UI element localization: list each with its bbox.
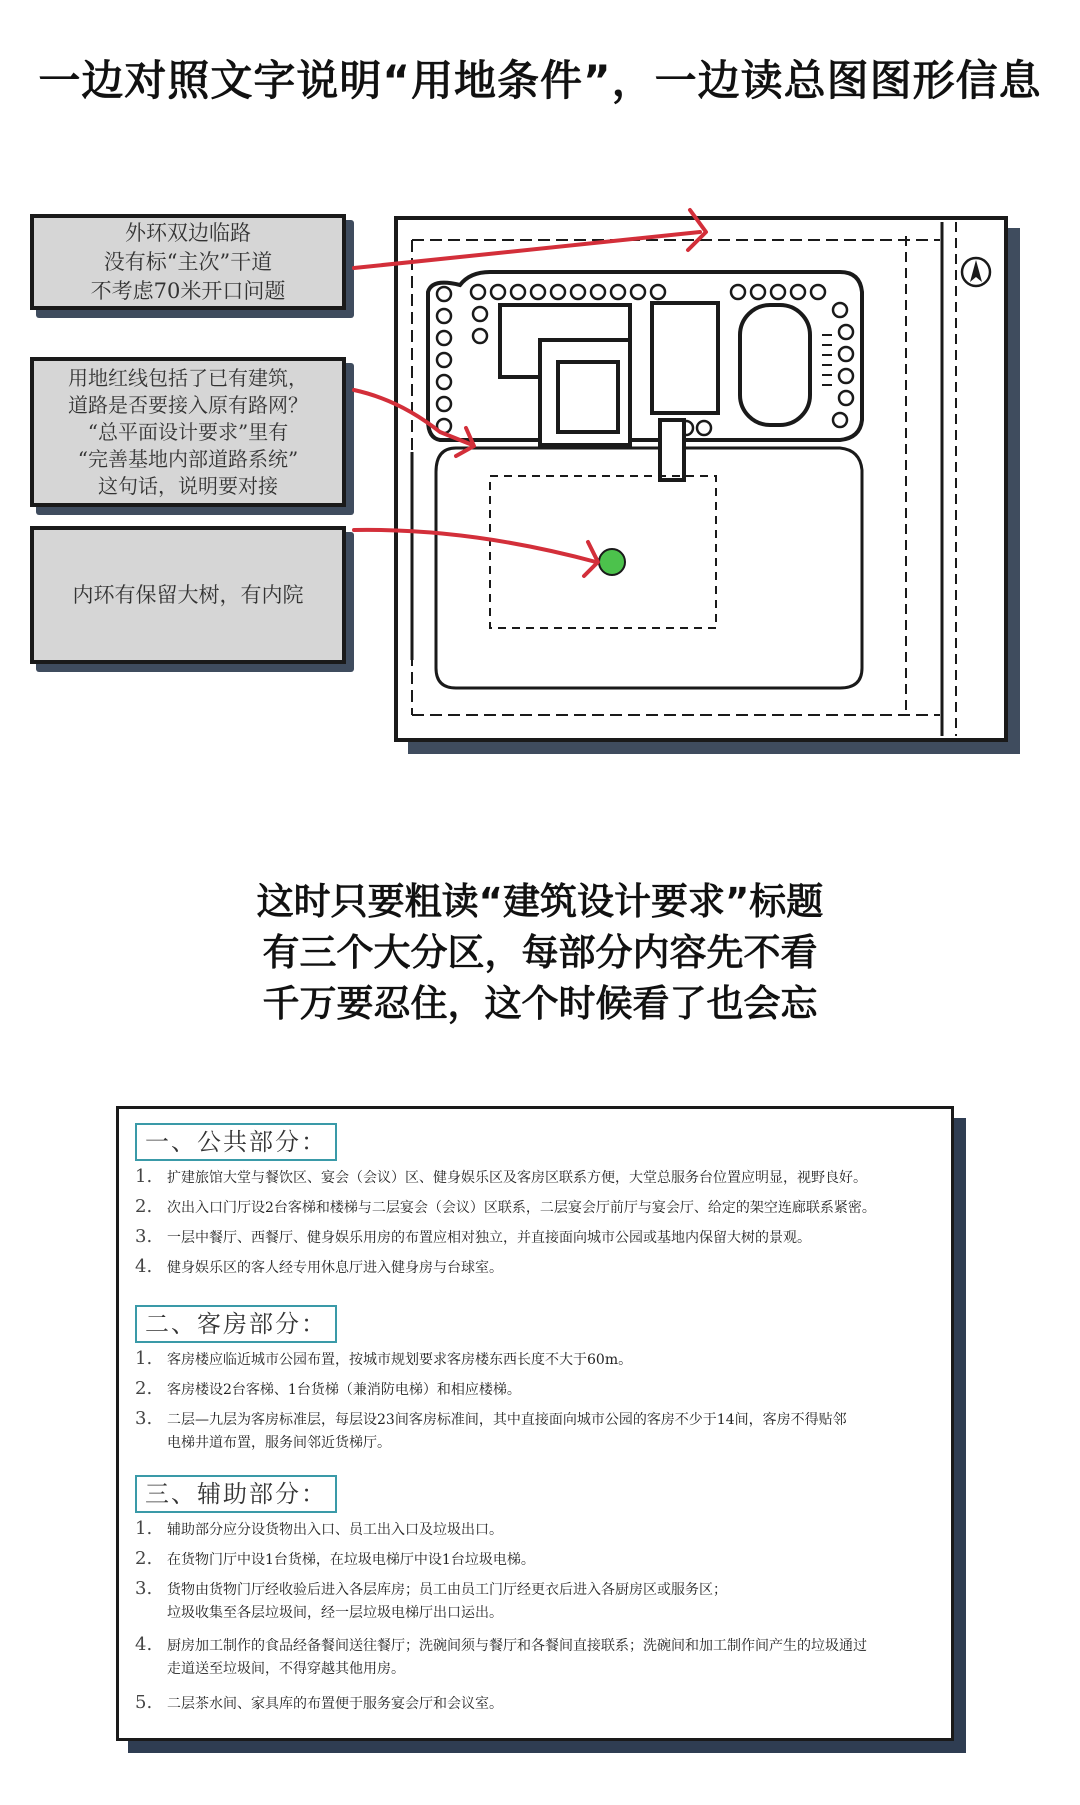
list-item: 1. 扩建旅馆大堂与餐饮区、宴会（会议）区、健身娱乐区及客房区联系方便，大堂总服务台位置应明显，视野良好。	[135, 1166, 867, 1187]
list-item: 3. 货物由货物门厅经收验后进入各层库房；员工由员工门厅经更衣后进入各厨房区或服务区；	[135, 1578, 727, 1599]
list-item-continuation: 电梯井道布置，服务间邻近货梯厅。	[167, 1435, 391, 1451]
callout-line: 不考虑70米开口问题	[90, 278, 286, 303]
middle-line-3: 千万要忍住，这个时候看了也会忘	[262, 982, 818, 1025]
list-item: 2. 客房楼设2台客梯、1台货梯（兼消防电梯）和相应楼梯。	[135, 1378, 521, 1399]
section-title-public: 一、公共部分：	[135, 1123, 337, 1161]
list-item: 3. 一层中餐厅、西餐厅、健身娱乐用房的布置应相对独立，并直接面向城市公园或基地内保留大树的景观。	[135, 1226, 811, 1247]
callout-line: 这句话，说明要对接	[98, 473, 278, 498]
middle-line-1: 这时只要粗读“建筑设计要求”标题	[256, 880, 824, 923]
list-item: 4. 厨房加工制作的食品经备餐间送往餐厅；洗碗间须与餐厅和各餐间直接联系；洗碗间和加工制作间产生的垃圾通过	[135, 1634, 867, 1655]
list-item: 2. 次出入口门厅设2台客梯和楼梯与二层宴会（会议）区联系，二层宴会厅前厅与宴会厅、给定的架空连廊联系紧密。	[135, 1196, 876, 1217]
callout-line: “完善基地内部道路系统”	[77, 446, 299, 471]
list-item-continuation: 走道送至垃圾间，不得穿越其他用房。	[167, 1661, 405, 1677]
design-requirements-document	[116, 1106, 954, 1741]
middle-text	[0, 876, 1080, 1029]
callout-line: 没有标“主次”干道	[103, 249, 273, 274]
callout-line: 内环有保留大树，有内院	[72, 582, 304, 607]
list-item-continuation: 垃圾收集至各层垃圾间，经一层垃圾电梯厅出口运出。	[167, 1605, 503, 1621]
site-plan-frame	[396, 218, 1006, 740]
section-title-auxiliary: 三、辅助部分：	[135, 1475, 337, 1513]
list-item: 1. 辅助部分应分设货物出入口、员工出入口及垃圾出口。	[135, 1518, 503, 1539]
list-item: 2. 在货物门厅中设1台货梯，在垃圾电梯厅中设1台垃圾电梯。	[135, 1548, 535, 1569]
section-title-guestrooms: 二、客房部分：	[135, 1305, 337, 1343]
callout-line: “总平面设计要求”里有	[87, 419, 289, 444]
connector	[660, 420, 684, 480]
tree-icon	[599, 549, 625, 575]
north-arrow-icon	[962, 258, 990, 286]
list-item: 1. 客房楼应临近城市公园布置，按城市规划要求客房楼东西长度不大于60m。	[135, 1348, 633, 1369]
building-block	[652, 303, 718, 413]
list-item: 4. 健身娱乐区的客人经专用休息厅进入健身房与台球室。	[135, 1256, 503, 1277]
list-item: 3. 二层—九层为客房标准层，每层设23间客房标准间，其中直接面向城市公园的客房不少于14间，客房不得贴邻	[135, 1408, 847, 1429]
callout-line: 用地红线包括了已有建筑，	[68, 365, 308, 390]
callout-line: 道路是否要接入原有路网？	[68, 392, 308, 417]
building-oval	[740, 305, 810, 425]
middle-line-2: 有三个大分区，每部分内容先不看	[262, 931, 818, 974]
list-item: 5. 二层茶水间、家具库的布置便于服务宴会厅和会议室。	[135, 1692, 503, 1713]
callout-line: 外环双边临路	[125, 220, 251, 245]
site-plan	[0, 0, 1080, 780]
top-heading: 一边对照文字说明“用地条件”，一边读总图图形信息	[38, 56, 1042, 105]
